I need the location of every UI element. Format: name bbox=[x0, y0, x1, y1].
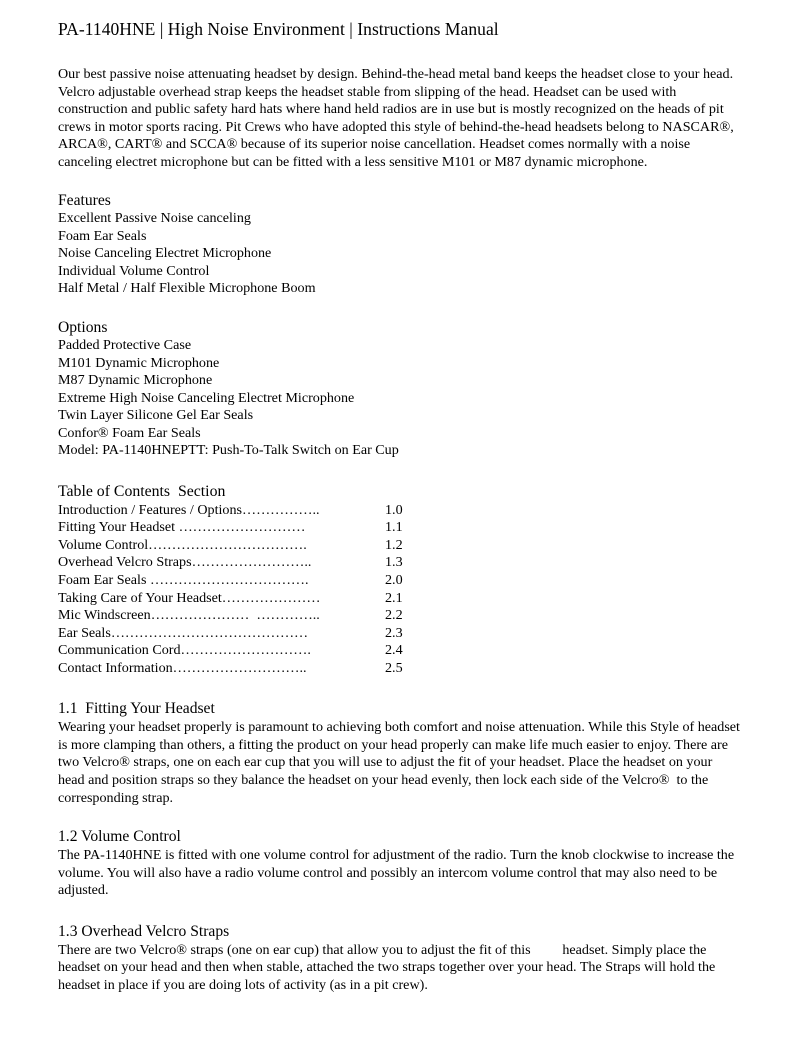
section-1-3-heading: 1.3 Overhead Velcro Straps bbox=[58, 922, 230, 940]
toc-row[interactable] bbox=[58, 537, 740, 555]
toc-entry-label: Mic Windscreen………………… ………….. bbox=[58, 607, 320, 624]
list-item: Foam Ear Seals bbox=[58, 227, 147, 244]
toc-entry-number: 1.3 bbox=[385, 554, 403, 571]
options-list bbox=[58, 337, 740, 460]
toc-entry-label: Contact Information……………………….. bbox=[58, 659, 307, 676]
toc-row[interactable] bbox=[58, 607, 740, 625]
toc-row[interactable] bbox=[58, 642, 740, 660]
toc-entry-label: Taking Care of Your Headset………………… bbox=[58, 589, 321, 606]
toc-entry-number: 2.2 bbox=[385, 607, 403, 624]
toc-row[interactable] bbox=[58, 660, 740, 678]
options-heading: Options bbox=[58, 319, 108, 337]
spacer-before-options bbox=[58, 298, 740, 318]
toc-row[interactable] bbox=[58, 590, 740, 608]
section-1-3 bbox=[58, 922, 740, 995]
toc-row[interactable] bbox=[58, 572, 740, 590]
page-title: PA-1140HNE | High Noise Environment | Instructions Manual bbox=[58, 19, 499, 39]
options-section bbox=[58, 318, 740, 460]
section-1-1-heading: 1.1 Fitting Your Headset bbox=[58, 700, 215, 718]
toc-entry-number: 1.1 bbox=[385, 519, 403, 536]
toc-row[interactable] bbox=[58, 519, 740, 537]
spacer-before-features bbox=[58, 171, 740, 191]
toc-entry-number: 2.0 bbox=[385, 572, 403, 589]
section-1-1 bbox=[58, 699, 744, 807]
toc-entry-number: 2.1 bbox=[385, 589, 403, 606]
section-1-3-body: There are two Velcro® straps (one on ear cup) that allow you to adjust the fit of this headset. Simply place the headset on your head and then when stable, attached the two straps together over your head. The Straps will hold the headset in place if you are doing lots of activity (as in a pit crew). bbox=[58, 941, 719, 993]
toc-entry-label: Introduction / Features / Options…………….. bbox=[58, 501, 320, 518]
toc-heading: Table of Contents Section bbox=[58, 482, 226, 500]
spacer-before-toc bbox=[58, 460, 740, 482]
introduction-paragraph: Our best passive noise attenuating headset by design. Behind-the-head metal band keeps the headset close to your head. Velcro adjustable overhead strap keeps the headset stable from slipping of the head. Headset can be used with construction and public safety hard hats where hand held radios are in use but is mostly recognized on the heads of pit crews in motor sports racing. Pit Crews who have adopted this style of behind-the-head headsets belong to NASCAR®, ARCA®, CART® and SCCA® because of its superior noise cancellation. Headset comes normally with a noise canceling electret microphone but can be fitted with a less sensitive M101 or M87 dynamic microphone. bbox=[58, 66, 734, 170]
toc-row[interactable] bbox=[58, 554, 740, 572]
list-item: Padded Protective Case bbox=[58, 337, 192, 354]
features-section bbox=[58, 191, 740, 298]
toc-entry-label: Foam Ear Seals ……………………………. bbox=[58, 572, 309, 589]
list-item: M87 Dynamic Microphone bbox=[58, 372, 213, 389]
toc-entry-number: 2.5 bbox=[385, 659, 403, 676]
toc-entry-label: Overhead Velcro Straps…………………….. bbox=[58, 554, 312, 571]
features-list bbox=[58, 210, 740, 298]
toc-entry-number: 2.3 bbox=[385, 624, 403, 641]
spacer-before-section-13 bbox=[58, 900, 740, 922]
section-1-2-body: The PA-1140HNE is fitted with one volume control for adjustment of the radio. Turn the knob clockwise to increase the volume. You will also have a radio volume control and possibly an intercom volume control that may also need to be adjusted. bbox=[58, 847, 738, 899]
toc-entry-label: Communication Cord………………………. bbox=[58, 642, 311, 659]
list-item: Excellent Passive Noise canceling bbox=[58, 210, 251, 227]
features-heading: Features bbox=[58, 192, 111, 210]
list-item: Extreme High Noise Canceling Electret Microphone bbox=[58, 389, 355, 406]
toc-entry-label: Fitting Your Headset ……………………… bbox=[58, 519, 306, 536]
list-item: Model: PA-1140HNEPTT: Push-To-Talk Switch on Ear Cup bbox=[58, 442, 399, 459]
toc-entry-number: 2.4 bbox=[385, 642, 403, 659]
toc-row[interactable] bbox=[58, 625, 740, 643]
toc-entry-label: Ear Seals…………………………………… bbox=[58, 624, 309, 641]
list-item: Half Metal / Half Flexible Microphone Boom bbox=[58, 280, 316, 297]
list-item: M101 Dynamic Microphone bbox=[58, 354, 220, 371]
section-1-2-heading: 1.2 Volume Control bbox=[58, 828, 181, 846]
toc-row[interactable] bbox=[58, 502, 740, 520]
toc-entry-number: 1.0 bbox=[385, 501, 403, 518]
spacer-before-section-12 bbox=[58, 807, 740, 827]
spacer-before-section-11 bbox=[58, 677, 740, 699]
table-of-contents bbox=[58, 482, 740, 677]
toc-entry-number: 1.2 bbox=[385, 536, 403, 553]
section-1-2 bbox=[58, 827, 740, 900]
list-item: Confor® Foam Ear Seals bbox=[58, 424, 201, 441]
list-item: Individual Volume Control bbox=[58, 262, 210, 279]
toc-entry-label: Volume Control……………………………. bbox=[58, 536, 307, 553]
list-item: Twin Layer Silicone Gel Ear Seals bbox=[58, 407, 254, 424]
section-1-1-body: Wearing your headset properly is paramount to achieving both comfort and noise attenuation. While this Style of headset is more clamping than others, a fitting the product on your head properly can make life much easier to enjoy. There are two Velcro® straps, one on each ear cup that you will use to adjust the fit of your headset. Place the headset on your head and position straps so they balance the headset on your head evenly, then lock each side of the Velcro® to the corresponding strap. bbox=[58, 719, 744, 806]
toc-list bbox=[58, 502, 740, 677]
list-item: Noise Canceling Electret Microphone bbox=[58, 245, 272, 262]
